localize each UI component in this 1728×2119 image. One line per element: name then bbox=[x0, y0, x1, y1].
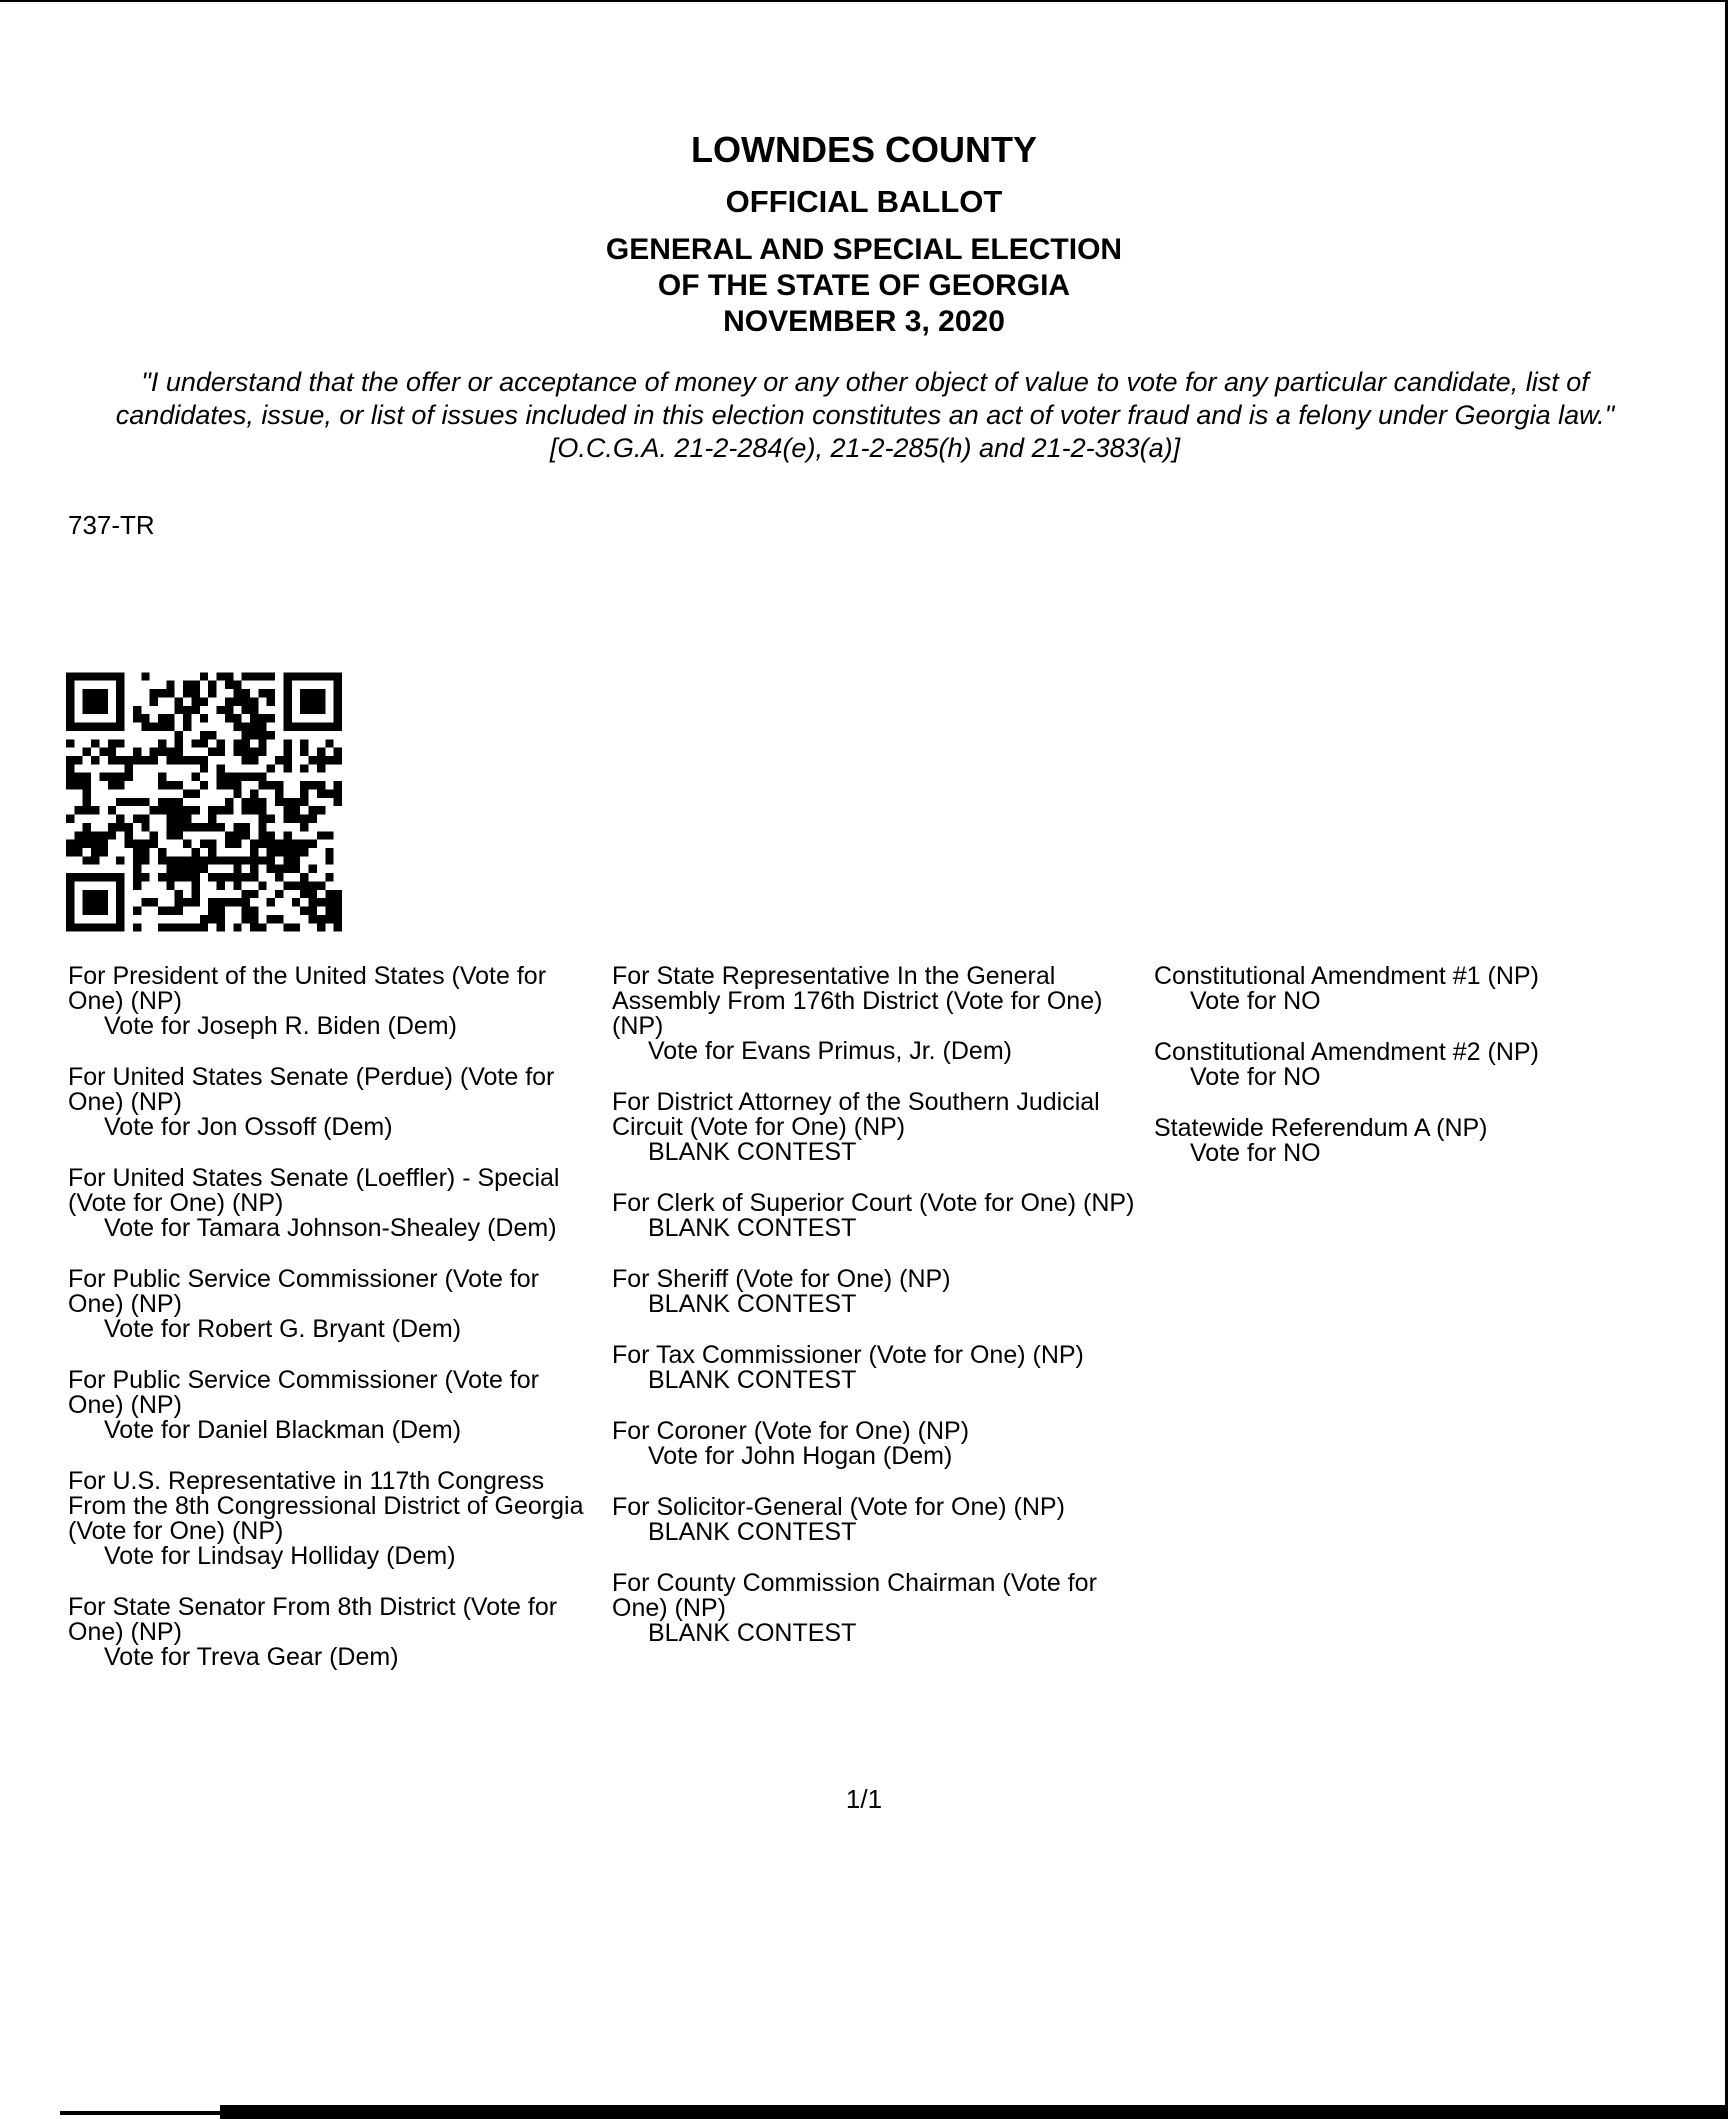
contest-item bbox=[68, 964, 598, 1039]
contest-selection: BLANK CONTEST bbox=[648, 1619, 857, 1647]
ballot-title: OFFICIAL BALLOT bbox=[725, 184, 1003, 219]
contest-title: For State Senator From 8th District (Vote for One) (NP) bbox=[68, 1593, 558, 1646]
contest-title: Statewide Referendum A (NP) bbox=[1154, 1114, 1488, 1142]
contest-selection: Vote for Daniel Blackman (Dem) bbox=[104, 1416, 462, 1444]
qr-code bbox=[66, 672, 342, 932]
contest-selection: Vote for Jon Ossoff (Dem) bbox=[104, 1113, 393, 1141]
contest-item bbox=[612, 1419, 1152, 1469]
contest-title: For Clerk of Superior Court (Vote for One) (NP) bbox=[612, 1189, 1135, 1217]
contest-title: For President of the United States (Vote for One) (NP) bbox=[68, 962, 547, 1015]
contest-selection: Vote for Robert G. Bryant (Dem) bbox=[104, 1315, 462, 1343]
contest-selection: Vote for John Hogan (Dem) bbox=[648, 1442, 953, 1470]
contest-selection: BLANK CONTEST bbox=[648, 1138, 857, 1166]
contest-item bbox=[612, 1090, 1152, 1165]
contest-item bbox=[612, 1267, 1152, 1317]
contest-column-3 bbox=[1154, 964, 1714, 1192]
contest-selection: BLANK CONTEST bbox=[648, 1214, 857, 1242]
contest-item bbox=[1154, 1116, 1714, 1166]
contest-title: Constitutional Amendment #1 (NP) bbox=[1154, 962, 1539, 990]
ballot-header bbox=[0, 128, 1728, 340]
contest-selection: Vote for Tamara Johnson-Shealey (Dem) bbox=[104, 1214, 557, 1242]
contest-item bbox=[68, 1368, 598, 1443]
contest-title: For County Commission Chairman (Vote for One) (NP) bbox=[612, 1569, 1097, 1622]
contest-column-2 bbox=[612, 964, 1152, 1672]
contest-item bbox=[68, 1065, 598, 1140]
county-title: LOWNDES COUNTY bbox=[691, 129, 1037, 170]
contest-selection: Vote for Evans Primus, Jr. (Dem) bbox=[648, 1037, 1012, 1065]
contest-item bbox=[1154, 964, 1714, 1014]
voter-oath: "I understand that the offer or acceptance of money or any other object of value to vote for any particular candidate, list of candidates, issue, or list of issues included in this election constitutes an act of voter fraud and is a felony under Georgia law." [O.C.G.A. 21-2-284(e), 21-2-285(h) and 21-2-383(a)] bbox=[115, 367, 1615, 463]
contest-item bbox=[612, 1571, 1152, 1646]
contest-title: For Coroner (Vote for One) (NP) bbox=[612, 1417, 970, 1445]
contest-title: For Sheriff (Vote for One) (NP) bbox=[612, 1265, 951, 1293]
contest-item bbox=[68, 1166, 598, 1241]
scan-edge-top bbox=[0, 0, 1728, 2]
contest-item bbox=[612, 1191, 1152, 1241]
contest-title: Constitutional Amendment #2 (NP) bbox=[1154, 1038, 1539, 1066]
contest-selection: BLANK CONTEST bbox=[648, 1366, 857, 1394]
contest-title: For Tax Commissioner (Vote for One) (NP) bbox=[612, 1341, 1084, 1369]
election-date: NOVEMBER 3, 2020 bbox=[723, 305, 1005, 338]
contest-title: For District Attorney of the Southern Judicial Circuit (Vote for One) (NP) bbox=[612, 1088, 1100, 1141]
contest-item bbox=[68, 1595, 598, 1670]
contest-item bbox=[1154, 1040, 1714, 1090]
contest-selection: Vote for NO bbox=[1190, 987, 1321, 1015]
contest-title: For Solicitor-General (Vote for One) (NP) bbox=[612, 1493, 1065, 1521]
ballot-style-id: 737-TR bbox=[68, 510, 155, 540]
contest-item bbox=[612, 1343, 1152, 1393]
contest-selection: Vote for Treva Gear (Dem) bbox=[104, 1643, 399, 1671]
contest-title: For United States Senate (Loeffler) - Special (Vote for One) (NP) bbox=[68, 1164, 560, 1217]
election-title-line1: GENERAL AND SPECIAL ELECTION bbox=[605, 233, 1123, 266]
contest-selection: BLANK CONTEST bbox=[648, 1518, 857, 1546]
contest-selection: Vote for Joseph R. Biden (Dem) bbox=[104, 1012, 457, 1040]
election-title-line2: OF THE STATE OF GEORGIA bbox=[657, 269, 1071, 302]
page-number: 1/1 bbox=[845, 1784, 883, 1814]
contest-title: For Public Service Commissioner (Vote for One) (NP) bbox=[68, 1265, 539, 1318]
contest-title: For United States Senate (Perdue) (Vote for One) (NP) bbox=[68, 1063, 555, 1116]
contest-selection: Vote for NO bbox=[1190, 1139, 1321, 1167]
contest-title: For Public Service Commissioner (Vote for One) (NP) bbox=[68, 1366, 539, 1419]
contest-title: For U.S. Representative in 117th Congress From the 8th Congressional District of Georgia (Vote for One) (NP) bbox=[68, 1467, 584, 1545]
contest-selection: Vote for NO bbox=[1190, 1063, 1321, 1091]
contest-selection: BLANK CONTEST bbox=[648, 1290, 857, 1318]
contest-selection: Vote for Lindsay Holliday (Dem) bbox=[104, 1542, 456, 1570]
contest-item bbox=[612, 964, 1152, 1064]
contest-title: For State Representative In the General Assembly From 176th District (Vote for One) (NP) bbox=[612, 962, 1103, 1040]
contest-item bbox=[68, 1267, 598, 1342]
scan-edge-bottom bbox=[220, 2105, 1728, 2119]
contest-item bbox=[612, 1495, 1152, 1545]
scan-edge-bottom-left bbox=[60, 2111, 220, 2115]
contest-column-1 bbox=[68, 964, 598, 1696]
contest-item bbox=[68, 1469, 598, 1569]
